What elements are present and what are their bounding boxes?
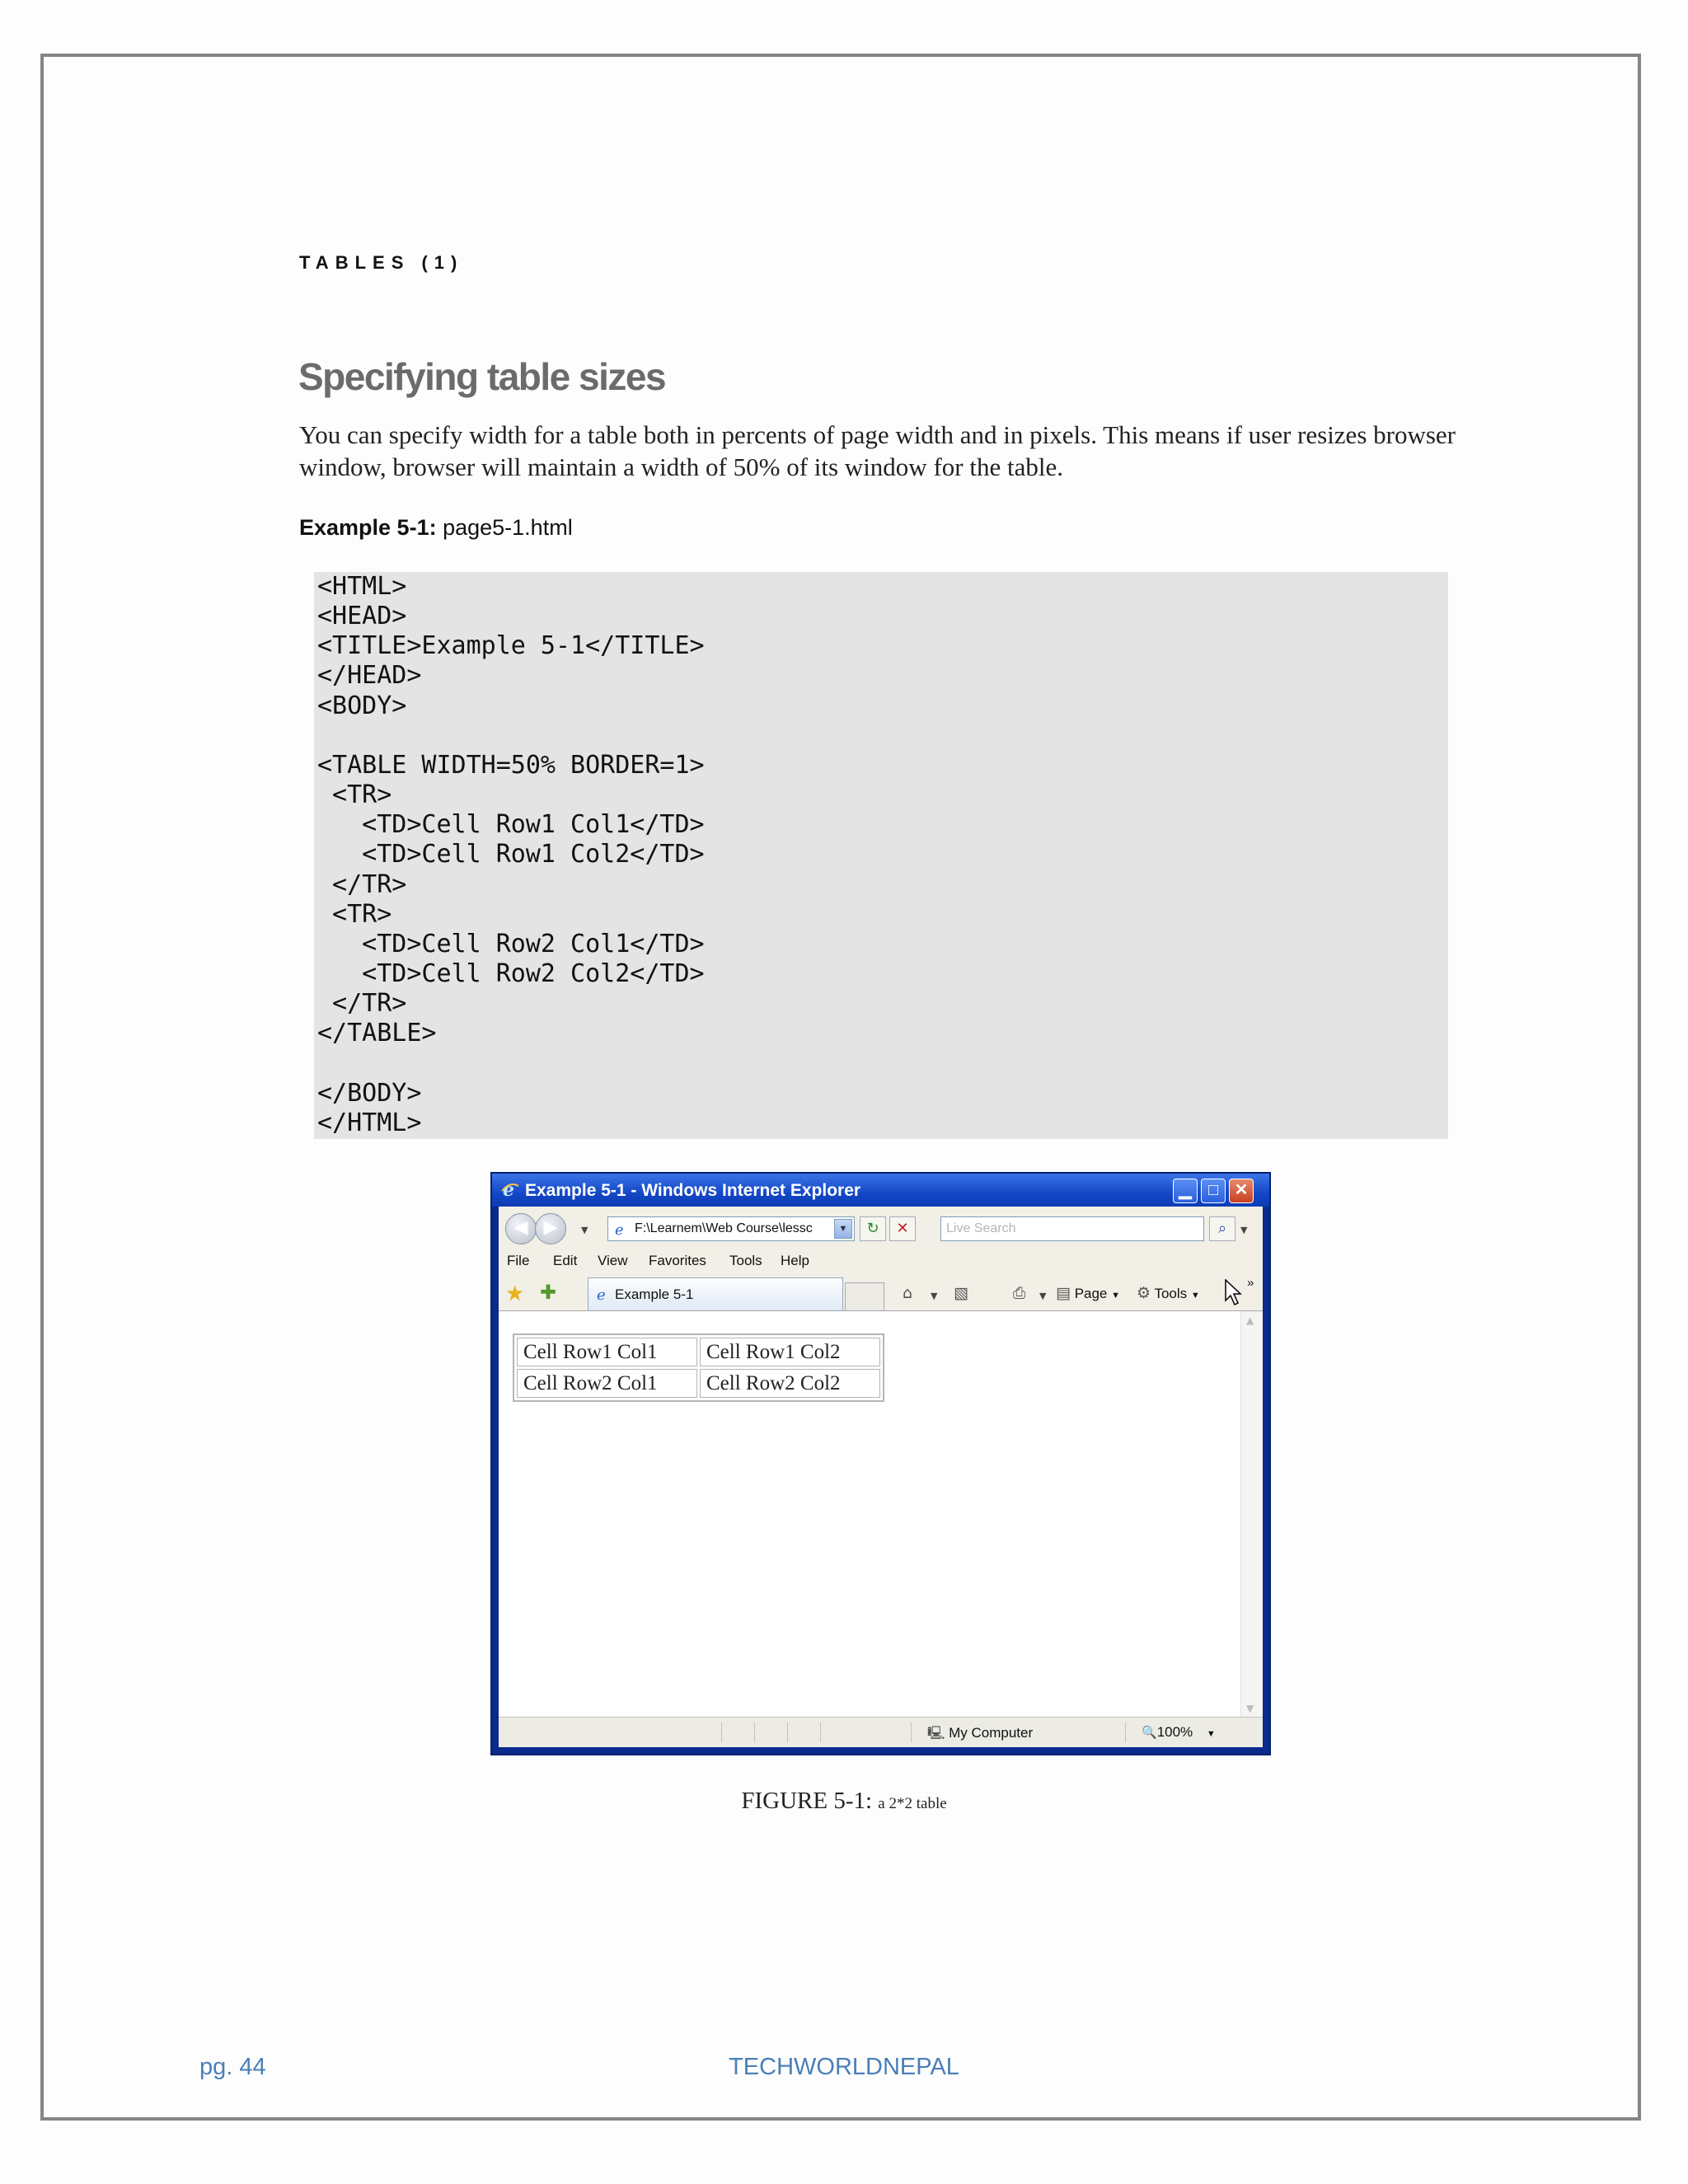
menu-edit[interactable]: Edit <box>553 1253 578 1268</box>
demo-table <box>513 1333 884 1402</box>
page-content <box>499 1311 1263 1718</box>
example-number: Example 5-1: <box>299 515 437 540</box>
address-text: F:\Learnem\Web Course\lessc <box>635 1221 813 1235</box>
zoom-control[interactable] <box>1142 1724 1216 1741</box>
status-divider <box>721 1722 722 1742</box>
page-menu-button[interactable] <box>1056 1284 1120 1302</box>
menu-help[interactable]: Help <box>781 1253 809 1268</box>
zoom-level: 100% <box>1156 1724 1193 1740</box>
code-block <box>314 572 1448 1139</box>
footer-site-name: TECHWORLDNEPAL <box>729 2054 959 2080</box>
home-icon[interactable]: ⌂ <box>903 1284 913 1302</box>
maximize-button[interactable]: □ <box>1201 1179 1226 1203</box>
refresh-icon[interactable]: ↻ <box>860 1216 886 1241</box>
security-zone <box>927 1724 1033 1746</box>
back-button[interactable]: ◀ <box>505 1213 537 1244</box>
feeds-icon[interactable]: ▧ <box>954 1284 968 1302</box>
example-label <box>299 515 573 541</box>
history-dropdown-icon[interactable]: ▼ <box>581 1225 588 1235</box>
page-menu-label: Page <box>1074 1286 1108 1301</box>
page-number: pg. 44 <box>199 2054 266 2080</box>
menu-view[interactable]: View <box>598 1253 628 1268</box>
status-bar <box>499 1717 1263 1747</box>
add-favorite-icon[interactable]: ✚ <box>540 1282 557 1304</box>
ie-logo-icon <box>500 1179 520 1199</box>
scroll-down-icon[interactable]: ▼ <box>1246 1703 1254 1714</box>
forward-button[interactable]: ▶ <box>535 1213 566 1244</box>
table-cell: Cell Row1 Col1 <box>517 1338 697 1366</box>
table-row <box>517 1338 880 1366</box>
browser-title-bar <box>492 1174 1269 1207</box>
code-listing: <HTML> <HEAD> <TITLE>Example 5-1</TITLE> </HEAD> <BODY> <TABLE WIDTH=50% BORDER=1> <TR> <TD>Cell Row1 Col1</TD> <TD>Cell Row1 Col2</TD> </TR> <TR> <TD>Cell Row2 Col1</TD> <TD>Cell Row2 Col2</TD> </TR> </TABLE> </BODY> </HTML> <box>317 572 705 1137</box>
tab-label: Example 5-1 <box>615 1286 694 1302</box>
menu-favorites[interactable]: Favorites <box>649 1253 706 1268</box>
page-menu-icon: ▤ <box>1056 1284 1071 1302</box>
close-button[interactable]: ✕ <box>1229 1179 1254 1203</box>
mouse-cursor-icon <box>1225 1279 1243 1307</box>
browser-window <box>490 1172 1271 1755</box>
tools-menu-dropdown-icon: ▼ <box>1190 1291 1200 1301</box>
zoom-dropdown-icon: ▼ <box>1206 1729 1216 1739</box>
figure-description: a 2*2 table <box>878 1795 947 1812</box>
table-cell: Cell Row1 Col2 <box>700 1338 880 1366</box>
example-filename: page5-1.html <box>443 515 573 540</box>
table-cell: Cell Row2 Col2 <box>700 1369 880 1398</box>
browser-body <box>499 1207 1263 1747</box>
svg-text:e: e <box>597 1286 606 1302</box>
search-input[interactable]: Live Search <box>940 1216 1204 1241</box>
home-dropdown-icon[interactable]: ▼ <box>931 1291 938 1301</box>
security-zone-label: My Computer <box>949 1725 1034 1741</box>
computer-icon: 🖳 <box>927 1725 945 1741</box>
minimize-button[interactable]: ▁ <box>1173 1179 1198 1203</box>
figure-caption <box>0 1788 1688 1815</box>
print-icon[interactable]: ⎙ <box>1013 1284 1026 1302</box>
status-divider <box>787 1722 788 1742</box>
print-dropdown-icon[interactable]: ▼ <box>1039 1291 1047 1301</box>
page-menu-dropdown-icon: ▼ <box>1111 1291 1121 1301</box>
page-icon <box>613 1221 630 1237</box>
intro-paragraph: You can specify width for a table both in percents of page width and in pixels. This means if user resizes browser window, browser will maintain a width of 50% of its window for the table. <box>299 420 1456 481</box>
menu-tools[interactable]: Tools <box>729 1253 762 1268</box>
tab-example[interactable] <box>588 1277 843 1310</box>
search-icon[interactable]: ⌕ <box>1209 1216 1236 1241</box>
status-divider <box>911 1722 912 1742</box>
search-options-icon[interactable]: ▼ <box>1240 1225 1248 1235</box>
tools-menu-label: Tools <box>1154 1286 1188 1301</box>
svg-text:e: e <box>615 1221 624 1237</box>
status-divider <box>1125 1722 1126 1742</box>
section-heading: Specifying table sizes <box>298 355 666 398</box>
gear-icon: ⚙ <box>1137 1284 1151 1302</box>
browser-title: Example 5-1 - Windows Internet Explorer <box>525 1181 861 1200</box>
navigation-toolbar <box>499 1207 1263 1246</box>
toolbar-overflow-icon[interactable]: » <box>1247 1276 1254 1290</box>
status-divider <box>820 1722 821 1742</box>
favorites-star-icon[interactable]: ★ <box>505 1281 525 1305</box>
svg-text:e: e <box>503 1179 514 1199</box>
address-dropdown-icon[interactable]: ▼ <box>834 1219 852 1239</box>
menu-file[interactable]: File <box>507 1253 530 1268</box>
vertical-scrollbar[interactable] <box>1240 1311 1263 1718</box>
tabs-toolbar <box>499 1274 1263 1311</box>
menu-bar <box>499 1246 1263 1274</box>
zoom-icon: 🔍 <box>1142 1725 1157 1740</box>
table-cell: Cell Row2 Col1 <box>517 1369 697 1398</box>
figure-number: FIGURE 5-1: <box>741 1788 873 1814</box>
section-header: TABLES (1) <box>299 252 464 273</box>
table-row <box>517 1369 880 1398</box>
status-divider <box>754 1722 755 1742</box>
tab-page-icon <box>595 1286 612 1302</box>
scroll-up-icon[interactable]: ▲ <box>1246 1315 1254 1326</box>
address-bar[interactable] <box>607 1216 855 1241</box>
stop-icon[interactable]: ✕ <box>889 1216 916 1241</box>
tools-menu-button[interactable] <box>1137 1284 1200 1302</box>
new-tab-button[interactable] <box>845 1282 884 1310</box>
